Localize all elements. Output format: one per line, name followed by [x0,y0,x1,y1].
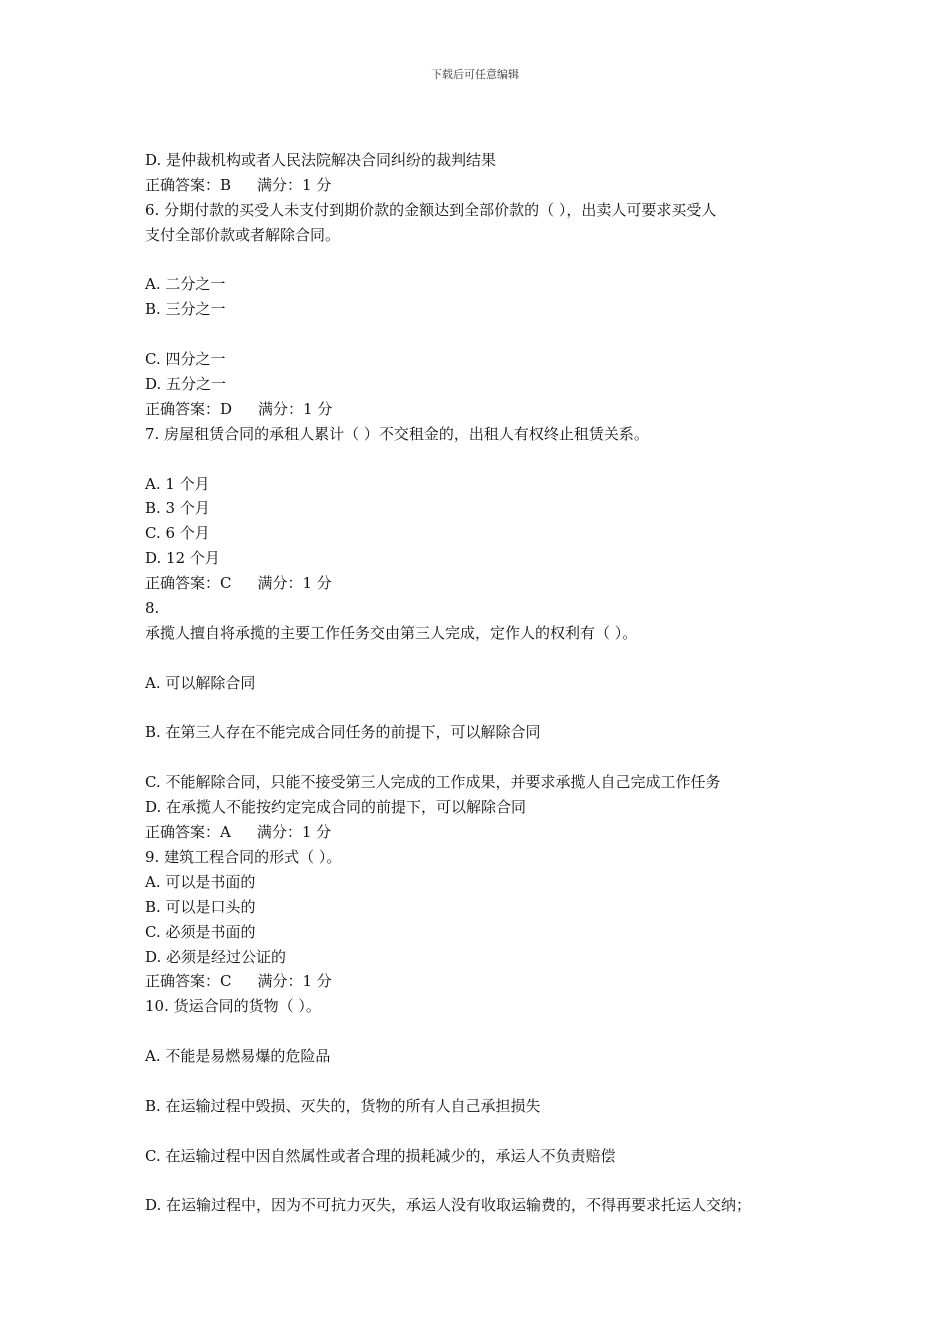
q6-question-line1: 6. 分期付款的买受人未支付到期价款的金额达到全部价款的（ ），出卖人可要求买受人 [145,200,717,219]
q10-option-b: B. 在运输过程中毁损、灭失的，货物的所有人自己承担损失 [145,1096,541,1115]
q10-option-c: C. 在运输过程中因自然属性或者合理的损耗减少的，承运人不负责赔偿 [145,1146,616,1165]
q8-option-c: C. 不能解除合同，只能不接受第三人完成的工作成果，并要求承揽人自己完成工作任务 [145,773,721,792]
q6-score: 满分：1 分 [258,399,333,418]
q9-option-b: B. 可以是口头的 [145,897,256,916]
q7-option-b: B. 3 个月 [145,499,210,518]
q8-number: 8. [145,599,160,618]
q8-question: 承揽人擅自将承揽的主要工作任务交由第三人完成，定作人的权利有（ ）。 [145,623,638,642]
q7-score: 满分：1 分 [257,574,332,593]
q9-option-c: C. 必须是书面的 [145,922,256,941]
q5-answer-line [145,173,825,198]
q7-option-d: D. 12 个月 [145,549,220,568]
q10-option-a: A. 不能是易燃易爆的危险品 [145,1047,331,1066]
q8-option-a: A. 可以解除合同 [145,673,256,692]
q8-score: 满分：1 分 [256,823,332,842]
q10-option-d: D. 在运输过程中，因为不可抗力灭失，承运人没有收取运输费的，不得再要求托运人交纳； [145,1196,752,1215]
q5-score: 满分：1 分 [257,175,332,194]
q9-answer: 正确答案：C [145,972,232,991]
q9-option-d: D. 必须是经过公证的 [145,947,287,966]
q8-option-b: B. 在第三人存在不能完成合同任务的前提下，可以解除合同 [145,723,541,742]
q6-option-b: B. 三分之一 [145,300,226,319]
q5-answer: 正确答案：B [145,175,232,194]
q8-answer-line [145,820,825,845]
document-body [145,148,825,1218]
q9-answer-line [145,969,825,994]
q9-question: 9. 建筑工程合同的形式（ ）。 [145,847,342,866]
q6-answer-line [145,397,825,422]
q9-score: 满分：1 分 [257,972,332,991]
q6-question-line2: 支付全部价款或者解除合同。 [145,225,341,244]
q9-option-a: A. 可以是书面的 [145,872,256,891]
q6-option-a: A. 二分之一 [145,275,226,294]
q7-answer: 正确答案：C [145,574,232,593]
q7-option-a: A. 1 个月 [145,474,210,493]
q8-answer: 正确答案：A [145,823,231,842]
q6-option-c: C. 四分之一 [145,350,226,369]
q7-answer-line [145,571,825,596]
q5-option-d: D. 是仲裁机构或者人民法院解决合同纠纷的裁判结果 [145,151,497,169]
page-header: 下载后可任意编辑 [431,68,519,81]
q8-option-d: D. 在承揽人不能按约定完成合同的前提下，可以解除合同 [145,798,527,817]
q7-question: 7. 房屋租赁合同的承租人累计（ ）不交租金的，出租人有权终止租赁关系。 [145,424,649,443]
q6-option-d: D. 五分之一 [145,375,227,394]
q7-option-c: C. 6 个月 [145,524,210,543]
q10-question: 10. 货运合同的货物（ ）。 [145,997,321,1016]
q6-answer: 正确答案：D [145,399,233,418]
